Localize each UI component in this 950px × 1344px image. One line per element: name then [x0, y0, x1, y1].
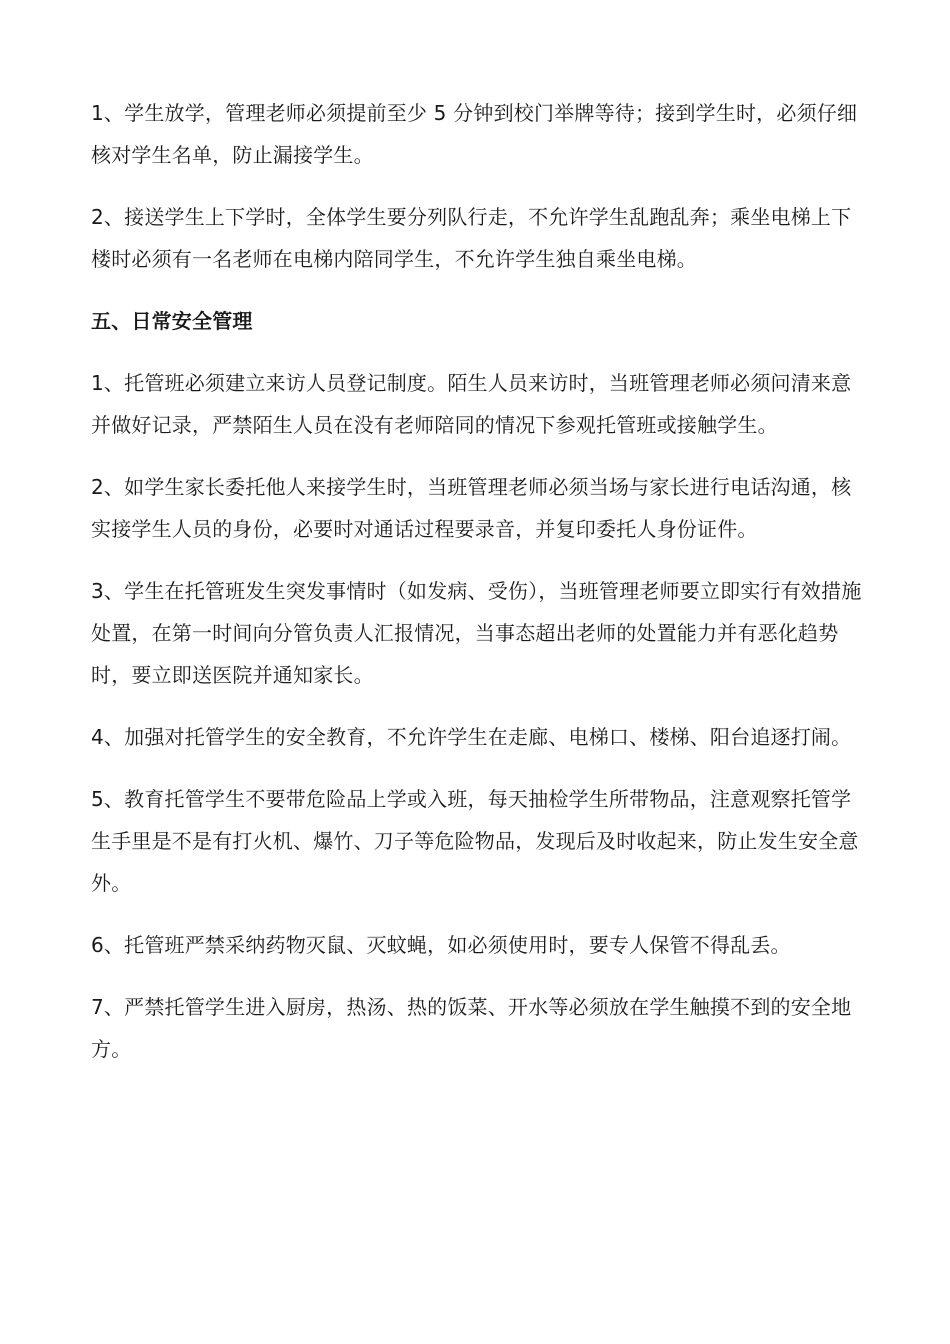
- paragraph-safety-item-6: 6、托管班严禁采纳药物灭鼠、灭蚊蝇，如必须使用时，要专人保管不得乱丢。: [91, 933, 791, 957]
- paragraph-safety-item-5: 5、教育托管学生不要带危险品上学或入班，每天抽检学生所带物品，注意观察托管学生手里是不是有打火机、爆竹、刀子等危险物品，发现后及时收起来，防止发生安全意外。: [91, 787, 859, 895]
- paragraph-safety-item-4: 4、加强对托管学生的安全教育，不允许学生在走廊、电梯口、楼梯、阳台追逐打闹。: [91, 725, 852, 749]
- paragraph-pickup-item-2: 2、接送学生上下学时，全体学生要分列队行走，不允许学生乱跑乱奔；乘坐电梯上下楼时必须有一名老师在电梯内陪同学生，不允许学生独自乘坐电梯。: [91, 205, 852, 271]
- paragraph-safety-item-2: 2、如学生家长委托他人来接学生时，当班管理老师必须当场与家长进行电话沟通，核实接学生人员的身份，必要时对通话过程要录音，并复印委托人身份证件。: [91, 475, 852, 541]
- paragraph-pickup-item-1: 1、学生放学，管理老师必须提前至少 5 分钟到校门举牌等待；接到学生时，必须仔细核对学生名单，防止漏接学生。: [91, 101, 858, 167]
- section-heading-daily-safety: 五、日常安全管理: [91, 309, 253, 333]
- paragraph-safety-item-1: 1、托管班必须建立来访人员登记制度。陌生人员来访时，当班管理老师必须问清来意并做好记录，严禁陌生人员在没有老师陪同的情况下参观托管班或接触学生。: [91, 371, 852, 437]
- paragraph-safety-item-3: 3、学生在托管班发生突发事情时（如发病、受伤），当班管理老师要立即实行有效措施处置，在第一时间向分管负责人汇报情况，当事态超出老师的处置能力并有恶化趋势时，要立即送医院并通知家长。: [91, 579, 862, 687]
- paragraph-safety-item-7: 7、严禁托管学生进入厨房，热汤、热的饭菜、开水等必须放在学生触摸不到的安全地方。: [91, 995, 852, 1061]
